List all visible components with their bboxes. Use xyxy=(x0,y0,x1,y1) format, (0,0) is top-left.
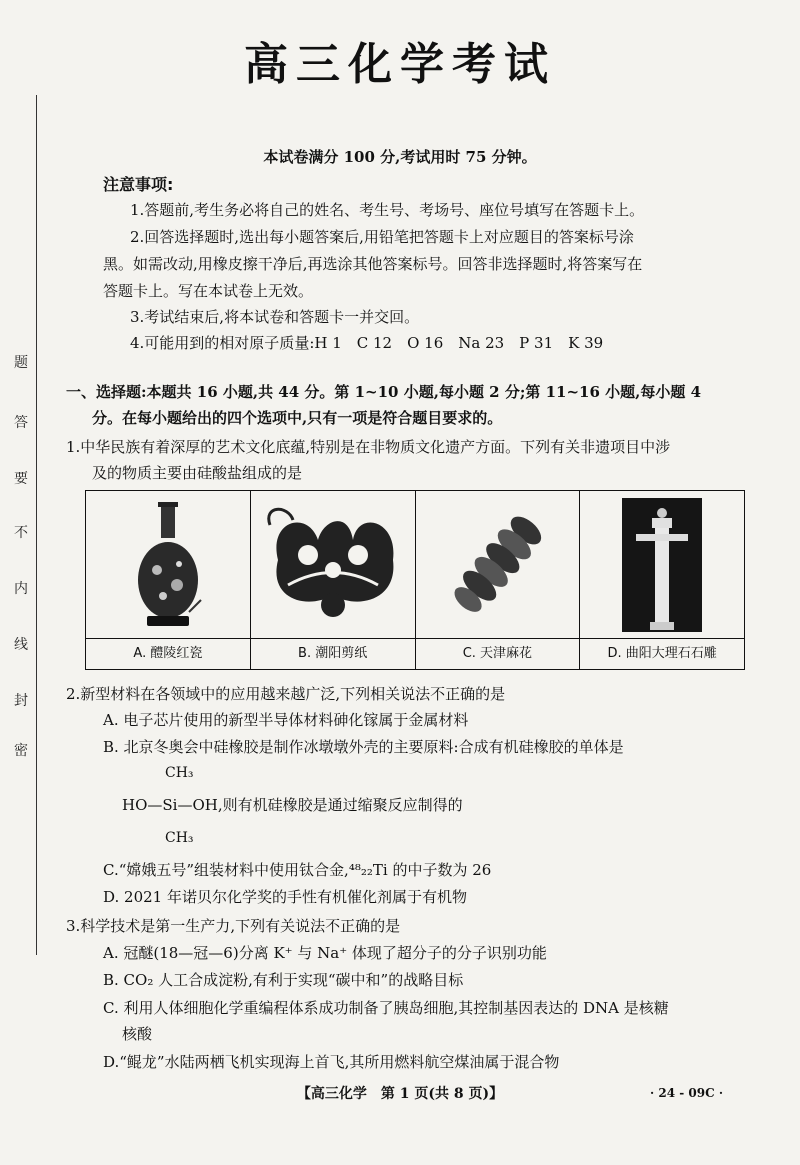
notice-line: 答题卡上。写在本试卷上无效。 xyxy=(103,282,314,300)
notice-line: 黑。如需改动,用橡皮擦干净后,再选涂其他答案标号。回答非选择题时,将答案写在 xyxy=(103,255,643,273)
seal-char: 密 xyxy=(14,743,28,759)
question-3-stem: 3.科学技术是第一生产力,下列有关说法不正确的是 xyxy=(66,917,401,935)
notice-line: 1.答题前,考生务必将自己的姓名、考生号、考场号、座位号填写在答题卡上。 xyxy=(130,201,645,219)
notice-heading: 注意事项: xyxy=(103,175,174,194)
paper-cut-icon xyxy=(258,500,408,630)
question-1-image-table xyxy=(85,490,745,670)
question-3-option-b: B. CO₂ 人工合成淀粉,有利于实现“碳中和”的战略目标 xyxy=(103,971,464,989)
question-3-option-c-cont: 核酸 xyxy=(122,1025,153,1043)
option-a-label: A. 醴陵红瓷 xyxy=(86,638,250,669)
question-2-option-d: D. 2021 年诺贝尔化学奖的手性有机催化剂属于有机物 xyxy=(103,888,467,906)
option-d-label: D. 曲阳大理石石雕 xyxy=(580,638,744,669)
notice-line: 3.考试结束后,将本试卷和答题卡一并交回。 xyxy=(130,308,420,326)
seal-char: 答 xyxy=(14,415,28,431)
seal-char: 内 xyxy=(14,581,28,597)
ch3-top: CH₃ xyxy=(165,765,194,781)
seal-char: 题 xyxy=(14,355,28,371)
notice-line: 2.回答选择题时,选出每小题答案后,用铅笔把答题卡上对应题目的答案标号涂 xyxy=(130,228,634,246)
exam-title: 高三化学考试 xyxy=(244,39,556,90)
seal-char: 线 xyxy=(14,637,28,653)
section-heading: 一、选择题:本题共 16 小题,共 44 分。第 1~10 小题,每小题 2 分;第 11~16 小题,每小题 4 xyxy=(66,383,702,401)
exam-code: · 24 - 09C · xyxy=(650,1086,723,1100)
question-1-stem: 1.中华民族有着深厚的艺术文化底蕴,特别是在非物质文化遗产方面。下列有关非遗项目中涉 xyxy=(66,438,671,456)
question-2-option-a: A. 电子芯片使用的新型半导体材料砷化镓属于金属材料 xyxy=(103,711,469,729)
seal-char: 要 xyxy=(14,471,28,487)
question-2-option-b: B. 北京冬奥会中硅橡胶是制作冰墩墩外壳的主要原料:合成有机硅橡胶的单体是 xyxy=(103,738,624,756)
section-heading-cont: 分。在每小题给出的四个选项中,只有一项是符合题目要求的。 xyxy=(92,409,503,427)
option-b-cell xyxy=(251,491,416,669)
notice-line: 4.可能用到的相对原子质量:H 1 C 12 O 16 Na 23 P 31 K 39 xyxy=(130,334,604,352)
option-c-cell xyxy=(416,491,581,669)
option-a-cell xyxy=(86,491,251,669)
question-2-option-c: C.“嫦娥五号”组装材料中使用钛合金,⁴⁸₂₂Ti 的中子数为 26 xyxy=(103,861,492,879)
question-2-stem: 2.新型材料在各领域中的应用越来越广泛,下列相关说法不正确的是 xyxy=(66,685,506,703)
option-c-label: C. 天津麻花 xyxy=(416,638,580,669)
exam-subtitle: 本试卷满分 100 分,考试用时 75 分钟。 xyxy=(263,148,537,166)
question-3-option-d: D.“鲲龙”水陆两栖飞机实现海上首飞,其所用燃料航空煤油属于混合物 xyxy=(103,1053,560,1071)
option-b-label: B. 潮阳剪纸 xyxy=(251,638,415,669)
twisted-dough-icon xyxy=(437,500,557,630)
question-2-option-b-formula: HO—Si—OH,则有机硅橡胶是通过缩聚反应制得的 xyxy=(122,796,463,814)
page-footer: 【高三化学 第 1 页(共 8 页)】 xyxy=(296,1086,504,1102)
binding-line xyxy=(36,95,37,955)
seal-char: 不 xyxy=(14,525,28,541)
marble-pillar-icon xyxy=(622,498,702,632)
porcelain-vase-icon xyxy=(133,500,203,630)
option-d-cell xyxy=(580,491,744,669)
question-3-option-a: A. 冠醚(18—冠—6)分离 K⁺ 与 Na⁺ 体现了超分子的分子识别功能 xyxy=(103,944,547,962)
seal-char: 封 xyxy=(14,693,28,709)
question-1-stem-cont: 及的物质主要由硅酸盐组成的是 xyxy=(92,464,303,482)
question-3-option-c: C. 利用人体细胞化学重编程体系成功制备了胰岛细胞,其控制基因表达的 DNA 是核糖 xyxy=(103,999,669,1017)
ch3-bottom: CH₃ xyxy=(165,830,194,846)
